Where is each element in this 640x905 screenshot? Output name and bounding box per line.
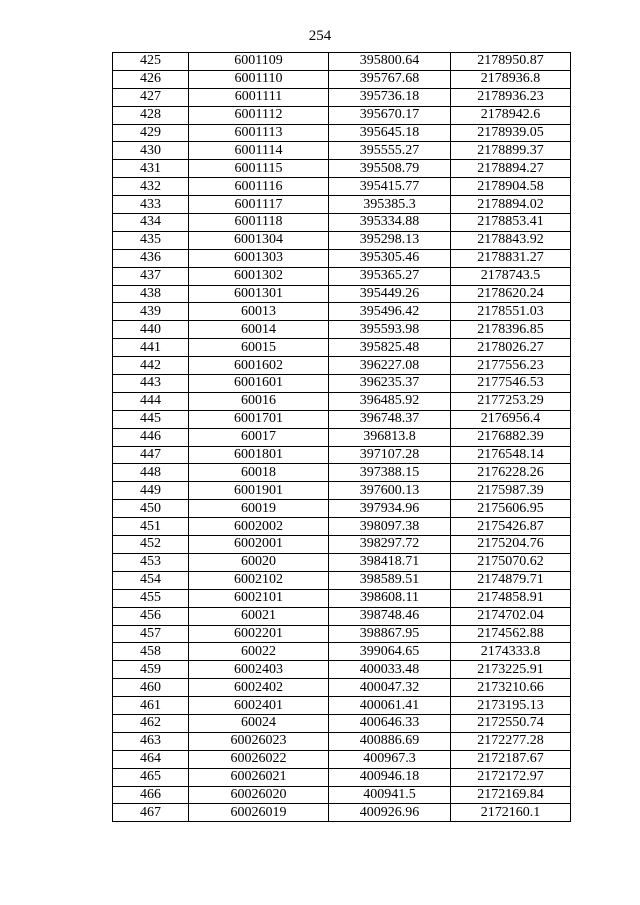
table-row	[113, 464, 571, 482]
x-coordinate-cell: 396485.92	[329, 392, 451, 410]
point-id-cell: 6002102	[189, 571, 329, 589]
y-coordinate-cell: 2178936.23	[451, 88, 571, 106]
y-coordinate-cell: 2178894.02	[451, 196, 571, 214]
point-id-cell: 60026023	[189, 732, 329, 750]
point-id-cell: 60013	[189, 303, 329, 321]
y-coordinate-cell: 2174702.04	[451, 607, 571, 625]
point-id-cell: 6002101	[189, 589, 329, 607]
x-coordinate-cell: 395555.27	[329, 142, 451, 160]
row-index-cell: 446	[113, 428, 189, 446]
point-id-cell: 6001116	[189, 178, 329, 196]
x-coordinate-cell: 400033.48	[329, 661, 451, 679]
row-index-cell: 425	[113, 53, 189, 71]
point-id-cell: 6002402	[189, 679, 329, 697]
x-coordinate-cell: 396813.8	[329, 428, 451, 446]
row-index-cell: 449	[113, 482, 189, 500]
table-row	[113, 482, 571, 500]
table-row	[113, 697, 571, 715]
y-coordinate-cell: 2178396.85	[451, 321, 571, 339]
table-row	[113, 124, 571, 142]
coordinates-table-body	[113, 53, 571, 822]
point-id-cell: 6002403	[189, 661, 329, 679]
y-coordinate-cell: 2176882.39	[451, 428, 571, 446]
table-row	[113, 196, 571, 214]
table-row	[113, 518, 571, 536]
point-id-cell: 6002001	[189, 536, 329, 554]
point-id-cell: 60018	[189, 464, 329, 482]
point-id-cell: 6001301	[189, 285, 329, 303]
table-row	[113, 553, 571, 571]
row-index-cell: 457	[113, 625, 189, 643]
table-row	[113, 446, 571, 464]
row-index-cell: 450	[113, 500, 189, 518]
row-index-cell: 464	[113, 750, 189, 768]
point-id-cell: 6002002	[189, 518, 329, 536]
y-coordinate-cell: 2178551.03	[451, 303, 571, 321]
row-index-cell: 436	[113, 249, 189, 267]
row-index-cell: 460	[113, 679, 189, 697]
table-row	[113, 375, 571, 393]
x-coordinate-cell: 396235.37	[329, 375, 451, 393]
x-coordinate-cell: 398297.72	[329, 536, 451, 554]
x-coordinate-cell: 397600.13	[329, 482, 451, 500]
row-index-cell: 440	[113, 321, 189, 339]
table-row	[113, 53, 571, 71]
x-coordinate-cell: 398097.38	[329, 518, 451, 536]
table-row	[113, 661, 571, 679]
table-row	[113, 786, 571, 804]
y-coordinate-cell: 2173195.13	[451, 697, 571, 715]
x-coordinate-cell: 395385.3	[329, 196, 451, 214]
point-id-cell: 6002401	[189, 697, 329, 715]
x-coordinate-cell: 395298.13	[329, 231, 451, 249]
point-id-cell: 60014	[189, 321, 329, 339]
y-coordinate-cell: 2176956.4	[451, 410, 571, 428]
x-coordinate-cell: 396748.37	[329, 410, 451, 428]
x-coordinate-cell: 397934.96	[329, 500, 451, 518]
y-coordinate-cell: 2178743.5	[451, 267, 571, 285]
row-index-cell: 455	[113, 589, 189, 607]
row-index-cell: 437	[113, 267, 189, 285]
row-index-cell: 452	[113, 536, 189, 554]
page-number: 254	[308, 28, 332, 44]
x-coordinate-cell: 400946.18	[329, 768, 451, 786]
x-coordinate-cell: 395767.68	[329, 70, 451, 88]
point-id-cell: 60026022	[189, 750, 329, 768]
row-index-cell: 439	[113, 303, 189, 321]
x-coordinate-cell: 395415.77	[329, 178, 451, 196]
x-coordinate-cell: 400967.3	[329, 750, 451, 768]
row-index-cell: 442	[113, 357, 189, 375]
table-row	[113, 142, 571, 160]
x-coordinate-cell: 395508.79	[329, 160, 451, 178]
y-coordinate-cell: 2174879.71	[451, 571, 571, 589]
point-id-cell: 6001117	[189, 196, 329, 214]
y-coordinate-cell: 2174333.8	[451, 643, 571, 661]
x-coordinate-cell: 398589.51	[329, 571, 451, 589]
row-index-cell: 429	[113, 124, 189, 142]
x-coordinate-cell: 400047.32	[329, 679, 451, 697]
x-coordinate-cell: 400941.5	[329, 786, 451, 804]
y-coordinate-cell: 2178950.87	[451, 53, 571, 71]
point-id-cell: 60016	[189, 392, 329, 410]
point-id-cell: 6001115	[189, 160, 329, 178]
row-index-cell: 466	[113, 786, 189, 804]
table-row	[113, 750, 571, 768]
y-coordinate-cell: 2173210.66	[451, 679, 571, 697]
table-row	[113, 428, 571, 446]
y-coordinate-cell: 2178936.8	[451, 70, 571, 88]
table-row	[113, 160, 571, 178]
table-row	[113, 625, 571, 643]
row-index-cell: 432	[113, 178, 189, 196]
table-row	[113, 339, 571, 357]
x-coordinate-cell: 396227.08	[329, 357, 451, 375]
row-index-cell: 428	[113, 106, 189, 124]
point-id-cell: 6001304	[189, 231, 329, 249]
point-id-cell: 60026019	[189, 804, 329, 822]
point-id-cell: 60026021	[189, 768, 329, 786]
point-id-cell: 6001901	[189, 482, 329, 500]
row-index-cell: 453	[113, 553, 189, 571]
y-coordinate-cell: 2178899.37	[451, 142, 571, 160]
x-coordinate-cell: 395334.88	[329, 214, 451, 232]
y-coordinate-cell: 2174858.91	[451, 589, 571, 607]
point-id-cell: 6001111	[189, 88, 329, 106]
y-coordinate-cell: 2177253.29	[451, 392, 571, 410]
y-coordinate-cell: 2178843.92	[451, 231, 571, 249]
point-id-cell: 60024	[189, 714, 329, 732]
x-coordinate-cell: 400926.96	[329, 804, 451, 822]
row-index-cell: 441	[113, 339, 189, 357]
y-coordinate-cell: 2178894.27	[451, 160, 571, 178]
row-index-cell: 451	[113, 518, 189, 536]
x-coordinate-cell: 395736.18	[329, 88, 451, 106]
y-coordinate-cell: 2176228.26	[451, 464, 571, 482]
y-coordinate-cell: 2175070.62	[451, 553, 571, 571]
table-row	[113, 214, 571, 232]
point-id-cell: 6001601	[189, 375, 329, 393]
row-index-cell: 462	[113, 714, 189, 732]
point-id-cell: 6001801	[189, 446, 329, 464]
y-coordinate-cell: 2172277.28	[451, 732, 571, 750]
x-coordinate-cell: 395593.98	[329, 321, 451, 339]
table-row	[113, 536, 571, 554]
point-id-cell: 60020	[189, 553, 329, 571]
x-coordinate-cell: 398748.46	[329, 607, 451, 625]
y-coordinate-cell: 2174562.88	[451, 625, 571, 643]
table-row	[113, 249, 571, 267]
table-row	[113, 392, 571, 410]
table-row	[113, 768, 571, 786]
y-coordinate-cell: 2177546.53	[451, 375, 571, 393]
row-index-cell: 430	[113, 142, 189, 160]
x-coordinate-cell: 397388.15	[329, 464, 451, 482]
row-index-cell: 435	[113, 231, 189, 249]
point-id-cell: 6001602	[189, 357, 329, 375]
x-coordinate-cell: 400646.33	[329, 714, 451, 732]
point-id-cell: 6001701	[189, 410, 329, 428]
x-coordinate-cell: 395365.27	[329, 267, 451, 285]
x-coordinate-cell: 395670.17	[329, 106, 451, 124]
y-coordinate-cell: 2178620.24	[451, 285, 571, 303]
y-coordinate-cell: 2175204.76	[451, 536, 571, 554]
point-id-cell: 6001113	[189, 124, 329, 142]
point-id-cell: 6001114	[189, 142, 329, 160]
point-id-cell: 60026020	[189, 786, 329, 804]
x-coordinate-cell: 398867.95	[329, 625, 451, 643]
table-row	[113, 303, 571, 321]
coordinates-table	[112, 52, 571, 822]
point-id-cell: 6001109	[189, 53, 329, 71]
x-coordinate-cell: 400061.41	[329, 697, 451, 715]
table-row	[113, 285, 571, 303]
table-row	[113, 714, 571, 732]
y-coordinate-cell: 2178831.27	[451, 249, 571, 267]
table-row	[113, 231, 571, 249]
x-coordinate-cell: 395449.26	[329, 285, 451, 303]
row-index-cell: 456	[113, 607, 189, 625]
table-row	[113, 804, 571, 822]
table-row	[113, 321, 571, 339]
point-id-cell: 6001118	[189, 214, 329, 232]
table-row	[113, 410, 571, 428]
table-row	[113, 88, 571, 106]
x-coordinate-cell: 399064.65	[329, 643, 451, 661]
x-coordinate-cell: 398418.71	[329, 553, 451, 571]
row-index-cell: 438	[113, 285, 189, 303]
row-index-cell: 448	[113, 464, 189, 482]
y-coordinate-cell: 2176548.14	[451, 446, 571, 464]
point-id-cell: 6001303	[189, 249, 329, 267]
point-id-cell: 6001302	[189, 267, 329, 285]
table-row	[113, 357, 571, 375]
y-coordinate-cell: 2172550.74	[451, 714, 571, 732]
table-row	[113, 106, 571, 124]
point-id-cell: 60015	[189, 339, 329, 357]
point-id-cell: 60019	[189, 500, 329, 518]
table-row	[113, 178, 571, 196]
point-id-cell: 60021	[189, 607, 329, 625]
table-row	[113, 267, 571, 285]
x-coordinate-cell: 395496.42	[329, 303, 451, 321]
y-coordinate-cell: 2178939.05	[451, 124, 571, 142]
row-index-cell: 431	[113, 160, 189, 178]
y-coordinate-cell: 2178026.27	[451, 339, 571, 357]
x-coordinate-cell: 395645.18	[329, 124, 451, 142]
row-index-cell: 433	[113, 196, 189, 214]
y-coordinate-cell: 2175987.39	[451, 482, 571, 500]
table-row	[113, 500, 571, 518]
x-coordinate-cell: 395800.64	[329, 53, 451, 71]
point-id-cell: 60017	[189, 428, 329, 446]
row-index-cell: 444	[113, 392, 189, 410]
x-coordinate-cell: 397107.28	[329, 446, 451, 464]
table-row	[113, 732, 571, 750]
y-coordinate-cell: 2172160.1	[451, 804, 571, 822]
row-index-cell: 445	[113, 410, 189, 428]
row-index-cell: 434	[113, 214, 189, 232]
table-row	[113, 643, 571, 661]
row-index-cell: 454	[113, 571, 189, 589]
table-row	[113, 607, 571, 625]
y-coordinate-cell: 2172187.67	[451, 750, 571, 768]
row-index-cell: 463	[113, 732, 189, 750]
point-id-cell: 6001112	[189, 106, 329, 124]
y-coordinate-cell: 2175606.95	[451, 500, 571, 518]
point-id-cell: 6002201	[189, 625, 329, 643]
y-coordinate-cell: 2178853.41	[451, 214, 571, 232]
row-index-cell: 443	[113, 375, 189, 393]
y-coordinate-cell: 2178904.58	[451, 178, 571, 196]
row-index-cell: 459	[113, 661, 189, 679]
y-coordinate-cell: 2172172.97	[451, 768, 571, 786]
row-index-cell: 465	[113, 768, 189, 786]
row-index-cell: 458	[113, 643, 189, 661]
x-coordinate-cell: 395305.46	[329, 249, 451, 267]
point-id-cell: 60022	[189, 643, 329, 661]
y-coordinate-cell: 2172169.84	[451, 786, 571, 804]
x-coordinate-cell: 395825.48	[329, 339, 451, 357]
y-coordinate-cell: 2177556.23	[451, 357, 571, 375]
y-coordinate-cell: 2178942.6	[451, 106, 571, 124]
row-index-cell: 461	[113, 697, 189, 715]
table-row	[113, 679, 571, 697]
point-id-cell: 6001110	[189, 70, 329, 88]
x-coordinate-cell: 398608.11	[329, 589, 451, 607]
row-index-cell: 447	[113, 446, 189, 464]
table-row	[113, 589, 571, 607]
table-row	[113, 571, 571, 589]
row-index-cell: 427	[113, 88, 189, 106]
x-coordinate-cell: 400886.69	[329, 732, 451, 750]
row-index-cell: 467	[113, 804, 189, 822]
y-coordinate-cell: 2173225.91	[451, 661, 571, 679]
y-coordinate-cell: 2175426.87	[451, 518, 571, 536]
row-index-cell: 426	[113, 70, 189, 88]
table-row	[113, 70, 571, 88]
